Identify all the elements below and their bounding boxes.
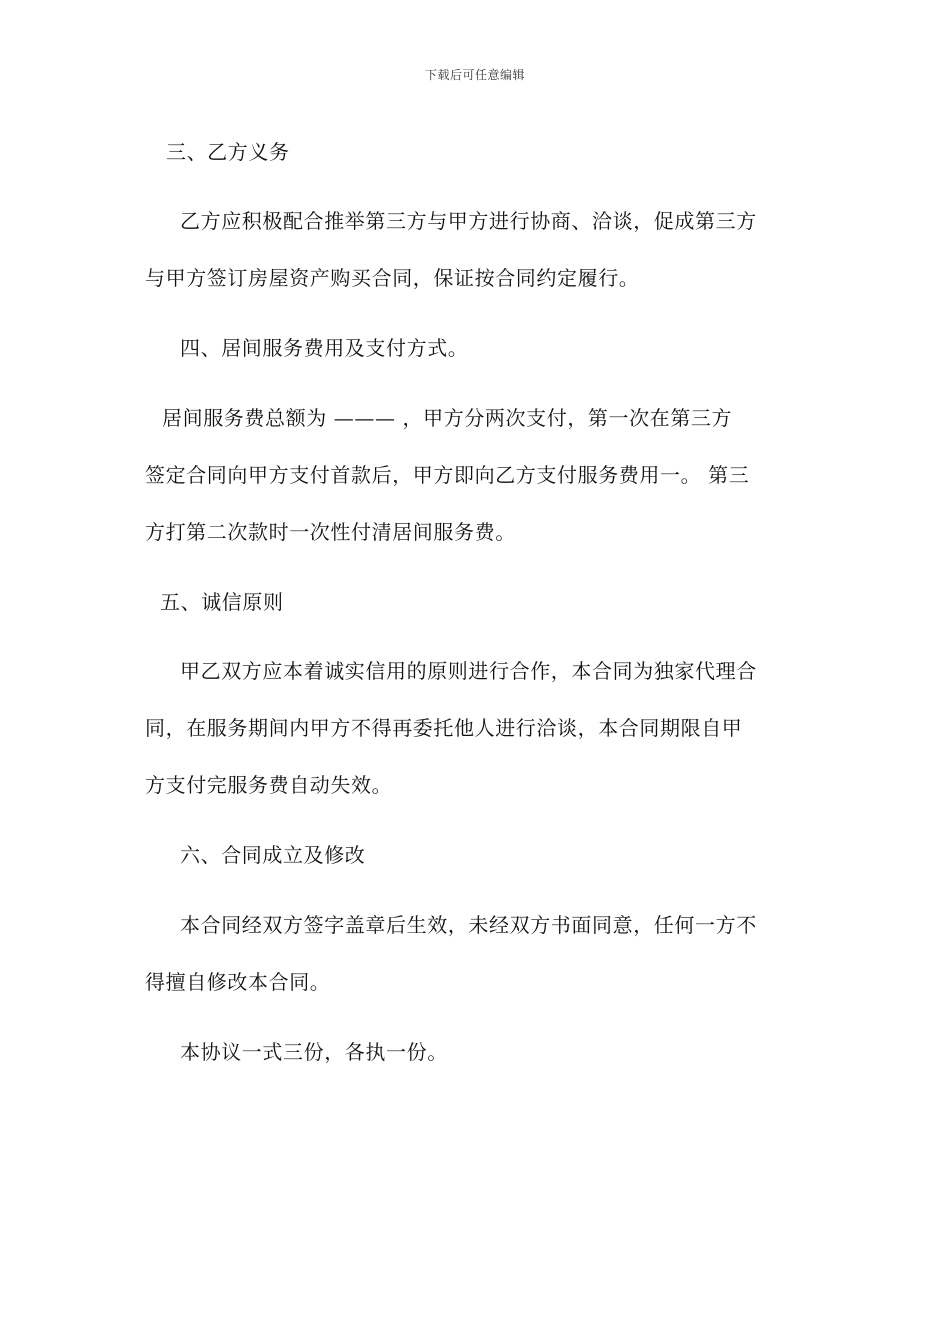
section-6-title: 六、合同成立及修改 [180,843,366,867]
section-4-line-2: 签定合同向甲方支付首款后，甲方即向乙方支付服务费用一。 第三 [145,463,750,487]
section-5-title: 五、诚信原则 [160,590,284,614]
section-4-line-3: 方打第二次款时一次性付清居间服务费。 [145,520,516,544]
page-header: 下载后可任意编辑 [424,68,525,82]
section-6-line-2: 得擅自修改本合同。 [145,970,331,994]
section-5-line-1: 甲乙双方应本着诚实信用的原则进行合作，本合同为独家代理合 [180,659,757,683]
section-3-line-2: 与甲方签订房屋资产购买合同，保证按合同约定履行。 [145,266,640,290]
section-3-line-1: 乙方应积极配合推举第三方与甲方进行协商、洽谈，促成第三方 [180,209,757,233]
section-6-line-1: 本合同经双方签字盖章后生效，未经双方书面同意，任何一方不 [180,913,757,937]
section-5-line-2: 同，在服务期间内甲方不得再委托他人进行洽谈，本合同期限自甲 [145,716,743,740]
section-5-line-3: 方支付完服务费自动失效。 [145,773,393,797]
section-4-title: 四、居间服务费用及支付方式。 [180,336,469,360]
section-3-title: 三、乙方义务 [166,140,290,164]
closing-statement: 本协议一式三份，各执一份。 [180,1040,448,1064]
section-4-line-1: 居间服务费总额为 ——— ，甲方分两次支付，第一次在第三方 [162,406,733,430]
